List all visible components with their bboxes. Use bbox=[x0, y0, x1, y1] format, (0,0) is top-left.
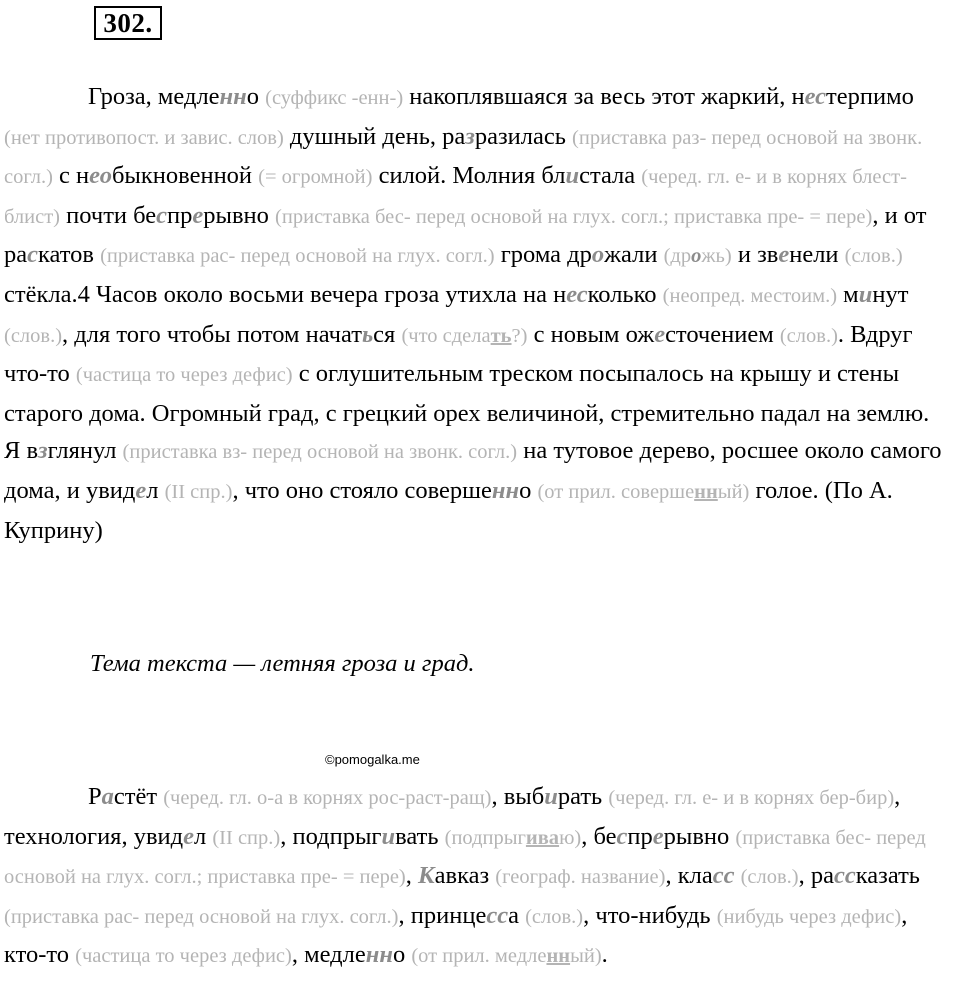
highlight: о bbox=[591, 241, 605, 269]
text: авказ bbox=[434, 862, 496, 890]
text: , выб bbox=[491, 783, 545, 810]
highlight: з bbox=[465, 122, 475, 150]
text: разилась bbox=[474, 122, 573, 150]
grammar-note: (слов.) bbox=[740, 866, 799, 889]
text: колько bbox=[587, 280, 663, 308]
words-paragraph bbox=[4, 778, 948, 976]
text: голое. (По А. Куприну) bbox=[4, 476, 893, 544]
text: . bbox=[601, 941, 608, 969]
text: нели bbox=[789, 241, 845, 269]
grammar-note: (географ. название) bbox=[495, 866, 666, 889]
underlined-morpheme: ть bbox=[490, 324, 512, 347]
main-paragraph bbox=[4, 78, 948, 549]
highlight: нн bbox=[491, 476, 520, 504]
text: Р bbox=[88, 783, 102, 810]
grammar-note: (частица то через дефис) bbox=[75, 945, 292, 968]
exercise-number: 302. bbox=[94, 6, 162, 40]
text: вать bbox=[395, 822, 445, 850]
grammar-note: (приставка рас- перед основой на глух. согл.) bbox=[100, 245, 495, 268]
grammar-note: (слов.) bbox=[525, 905, 584, 928]
grammar-note: (от прил. медле bbox=[411, 945, 547, 968]
text: л bbox=[193, 822, 213, 850]
grammar-note: (приставка бес- перед основой на глух. согл.; приставка пре- = пере) bbox=[4, 826, 926, 889]
highlight: с bbox=[156, 201, 168, 229]
grammar-note: (частица то через дефис) bbox=[75, 364, 293, 387]
highlight: ео bbox=[89, 162, 112, 190]
text: силой. Молния бл bbox=[372, 162, 566, 190]
grammar-note: (черед. гл. о-а в корнях рос-раст-ращ) bbox=[163, 787, 492, 809]
text: и зв bbox=[731, 241, 779, 269]
text: о bbox=[246, 83, 266, 110]
highlight: и bbox=[565, 162, 580, 190]
grammar-note: (слов.) bbox=[779, 324, 838, 347]
text: катов bbox=[38, 241, 101, 269]
text: , что-нибудь bbox=[583, 901, 717, 929]
grammar-note: (др bbox=[663, 245, 692, 268]
grammar-note: (что сдела bbox=[401, 324, 491, 347]
text: , ра bbox=[798, 862, 835, 890]
grammar-note: (нибудь через дефис) bbox=[716, 905, 902, 928]
grammar-note: (приставка бес- перед основой на глух. согл.; приставка пре- = пере) bbox=[275, 205, 873, 228]
text: , подпрыг bbox=[280, 822, 382, 850]
text: л bbox=[146, 476, 165, 504]
text-theme: Тема текста — летняя гроза и град. bbox=[90, 650, 475, 677]
text: , принце bbox=[398, 901, 487, 929]
text: терпимо bbox=[826, 83, 914, 110]
text: стёкла.4 Часов около восьми вечера гроза утихла на н bbox=[4, 280, 567, 308]
grammar-note: ю) bbox=[559, 826, 582, 849]
text: душный день, ра bbox=[283, 122, 466, 150]
text: , технология, увид bbox=[4, 783, 901, 850]
grammar-note: (нет противопост. и завис. слов) bbox=[4, 126, 284, 149]
text: , bbox=[405, 862, 419, 890]
highlight: и bbox=[858, 280, 873, 308]
text: почти бе bbox=[60, 201, 157, 229]
grammar-note: (неопред. местоим.) bbox=[662, 284, 838, 307]
text: м bbox=[837, 280, 859, 308]
text: грома др bbox=[494, 241, 592, 269]
text: рывно bbox=[663, 822, 736, 850]
text: , кто-то bbox=[4, 901, 908, 969]
highlight: сс bbox=[486, 901, 509, 929]
text: с оглушительным треском посыпалось на крышу и стены старого дома. Огромный град, с грецкий орех величиной, стремительно падал на землю. Я в bbox=[4, 360, 930, 465]
text: с н bbox=[52, 162, 90, 190]
text: , и от ра bbox=[4, 201, 927, 269]
text: с новым ож bbox=[527, 320, 655, 348]
grammar-note: (приставка рас- перед основой на глух. согл.) bbox=[4, 905, 399, 928]
highlight: е bbox=[778, 241, 790, 269]
grammar-note: (подпрыг bbox=[444, 826, 526, 849]
grammar-note: ый) bbox=[570, 945, 602, 968]
highlight: и bbox=[381, 822, 396, 850]
highlight: К bbox=[418, 862, 435, 890]
highlight: с bbox=[616, 822, 628, 850]
text: пр bbox=[167, 201, 193, 229]
grammar-note: ый) bbox=[717, 480, 750, 503]
highlight: нн bbox=[365, 941, 393, 969]
highlight: и bbox=[544, 783, 558, 810]
grammar-note: (II спр.) bbox=[212, 826, 281, 849]
text: , бе bbox=[581, 822, 617, 850]
grammar-note: (черед. гл. е- и в корнях блест-блист) bbox=[4, 166, 907, 228]
underlined-morpheme: нн bbox=[546, 945, 571, 968]
highlight: ь bbox=[361, 320, 374, 348]
text: о bbox=[392, 941, 412, 969]
grammar-note: (приставка вз- перед основой на звонк. согл.) bbox=[122, 441, 518, 464]
grammar-note: (от прил. соверше bbox=[537, 480, 695, 503]
highlight: е bbox=[135, 476, 147, 504]
highlight: нн bbox=[219, 83, 247, 110]
text: сточением bbox=[665, 320, 780, 348]
highlight: с bbox=[27, 241, 38, 269]
text: , медле bbox=[291, 941, 366, 969]
highlight: о bbox=[691, 245, 702, 268]
text: стёт bbox=[113, 783, 164, 810]
text: ся bbox=[373, 320, 402, 348]
grammar-note: (суффикс -енн-) bbox=[265, 87, 404, 109]
text: о bbox=[519, 476, 538, 504]
grammar-note: жь) bbox=[701, 245, 732, 268]
highlight: е bbox=[192, 201, 204, 229]
text: а bbox=[508, 901, 526, 929]
text: , что оно стояло соверше bbox=[232, 476, 492, 504]
text: Гроза, медле bbox=[88, 83, 220, 110]
highlight: е bbox=[652, 822, 664, 850]
grammar-note: (слов.) bbox=[4, 324, 63, 347]
grammar-note: (= огромной) bbox=[258, 166, 373, 189]
grammar-note: (слов.) bbox=[844, 245, 903, 268]
highlight: з bbox=[38, 437, 48, 465]
text: накоплявшаяся за весь этот жаркий, н bbox=[403, 83, 805, 110]
highlight: а bbox=[101, 783, 114, 810]
grammar-note: (II спр.) bbox=[164, 480, 233, 503]
grammar-note: ?) bbox=[511, 324, 528, 347]
text: рывно bbox=[203, 201, 276, 229]
grammar-note: (приставка раз- перед основой на звонк. согл.) bbox=[4, 126, 923, 189]
grammar-note: (черед. гл. е- и в корнях бер-бир) bbox=[608, 787, 895, 809]
highlight: ес bbox=[804, 83, 827, 110]
text: , для того чтобы потом начат bbox=[62, 320, 362, 348]
text: рать bbox=[557, 783, 609, 810]
text: жали bbox=[604, 241, 664, 269]
underlined-morpheme: нн bbox=[694, 480, 718, 503]
text: казать bbox=[855, 862, 920, 890]
highlight: сс bbox=[834, 862, 856, 890]
text: нут bbox=[872, 280, 909, 308]
watermark: ©pomogalka.me bbox=[325, 752, 420, 767]
text: , кла bbox=[665, 862, 713, 890]
underlined-morpheme: ива bbox=[525, 826, 560, 849]
text: стала bbox=[579, 162, 642, 190]
highlight: е bbox=[183, 822, 194, 850]
text: на тутовое дерево, росшее около самого дома, и увид bbox=[4, 437, 942, 504]
text: пр bbox=[627, 822, 653, 850]
text: . Вдруг что-то bbox=[4, 320, 913, 388]
highlight: сс bbox=[712, 862, 735, 890]
highlight: е bbox=[654, 320, 666, 348]
text: быкновенной bbox=[111, 162, 259, 190]
highlight: ес bbox=[566, 280, 588, 308]
text: глянул bbox=[47, 437, 123, 465]
